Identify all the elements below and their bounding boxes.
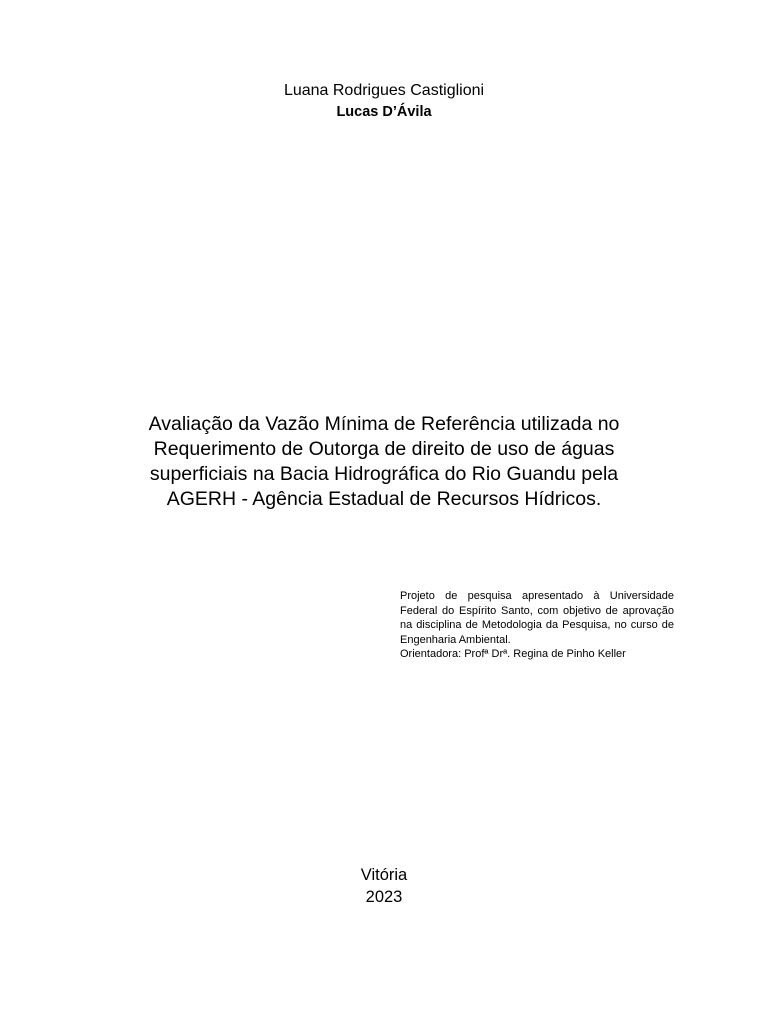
title-line: Avaliação da Vazão Mínima de Referência utilizada no (148, 413, 620, 435)
author-name: Luana Rodrigues Castiglioni (283, 82, 485, 99)
project-description-text: Projeto de pesquisa apresentado à Universidade Federal do Espírito Santo, com objetivo de aprovação na disciplina de Metodologia da Pesquisa, no curso de Engenharia Ambiental. (400, 590, 674, 646)
title-line: Requerimento de Outorga de direito de uso de águas (153, 438, 615, 460)
title-line: superficiais na Bacia Hidrográfica do Rio Guandu pela (149, 463, 619, 485)
title-line: AGERH - Agência Estadual de Recursos Hídricos. (166, 488, 602, 510)
city-label: Vitória (360, 866, 408, 884)
year-label: 2023 (365, 888, 403, 906)
footer-block (0, 864, 768, 908)
project-description (400, 589, 674, 662)
authors-block (0, 80, 768, 122)
author-name-bold: Lucas D’Ávila (336, 104, 432, 120)
document-title (120, 412, 648, 512)
advisor-line: Orientadora: Profª Drª. Regina de Pinho Keller (400, 648, 626, 661)
